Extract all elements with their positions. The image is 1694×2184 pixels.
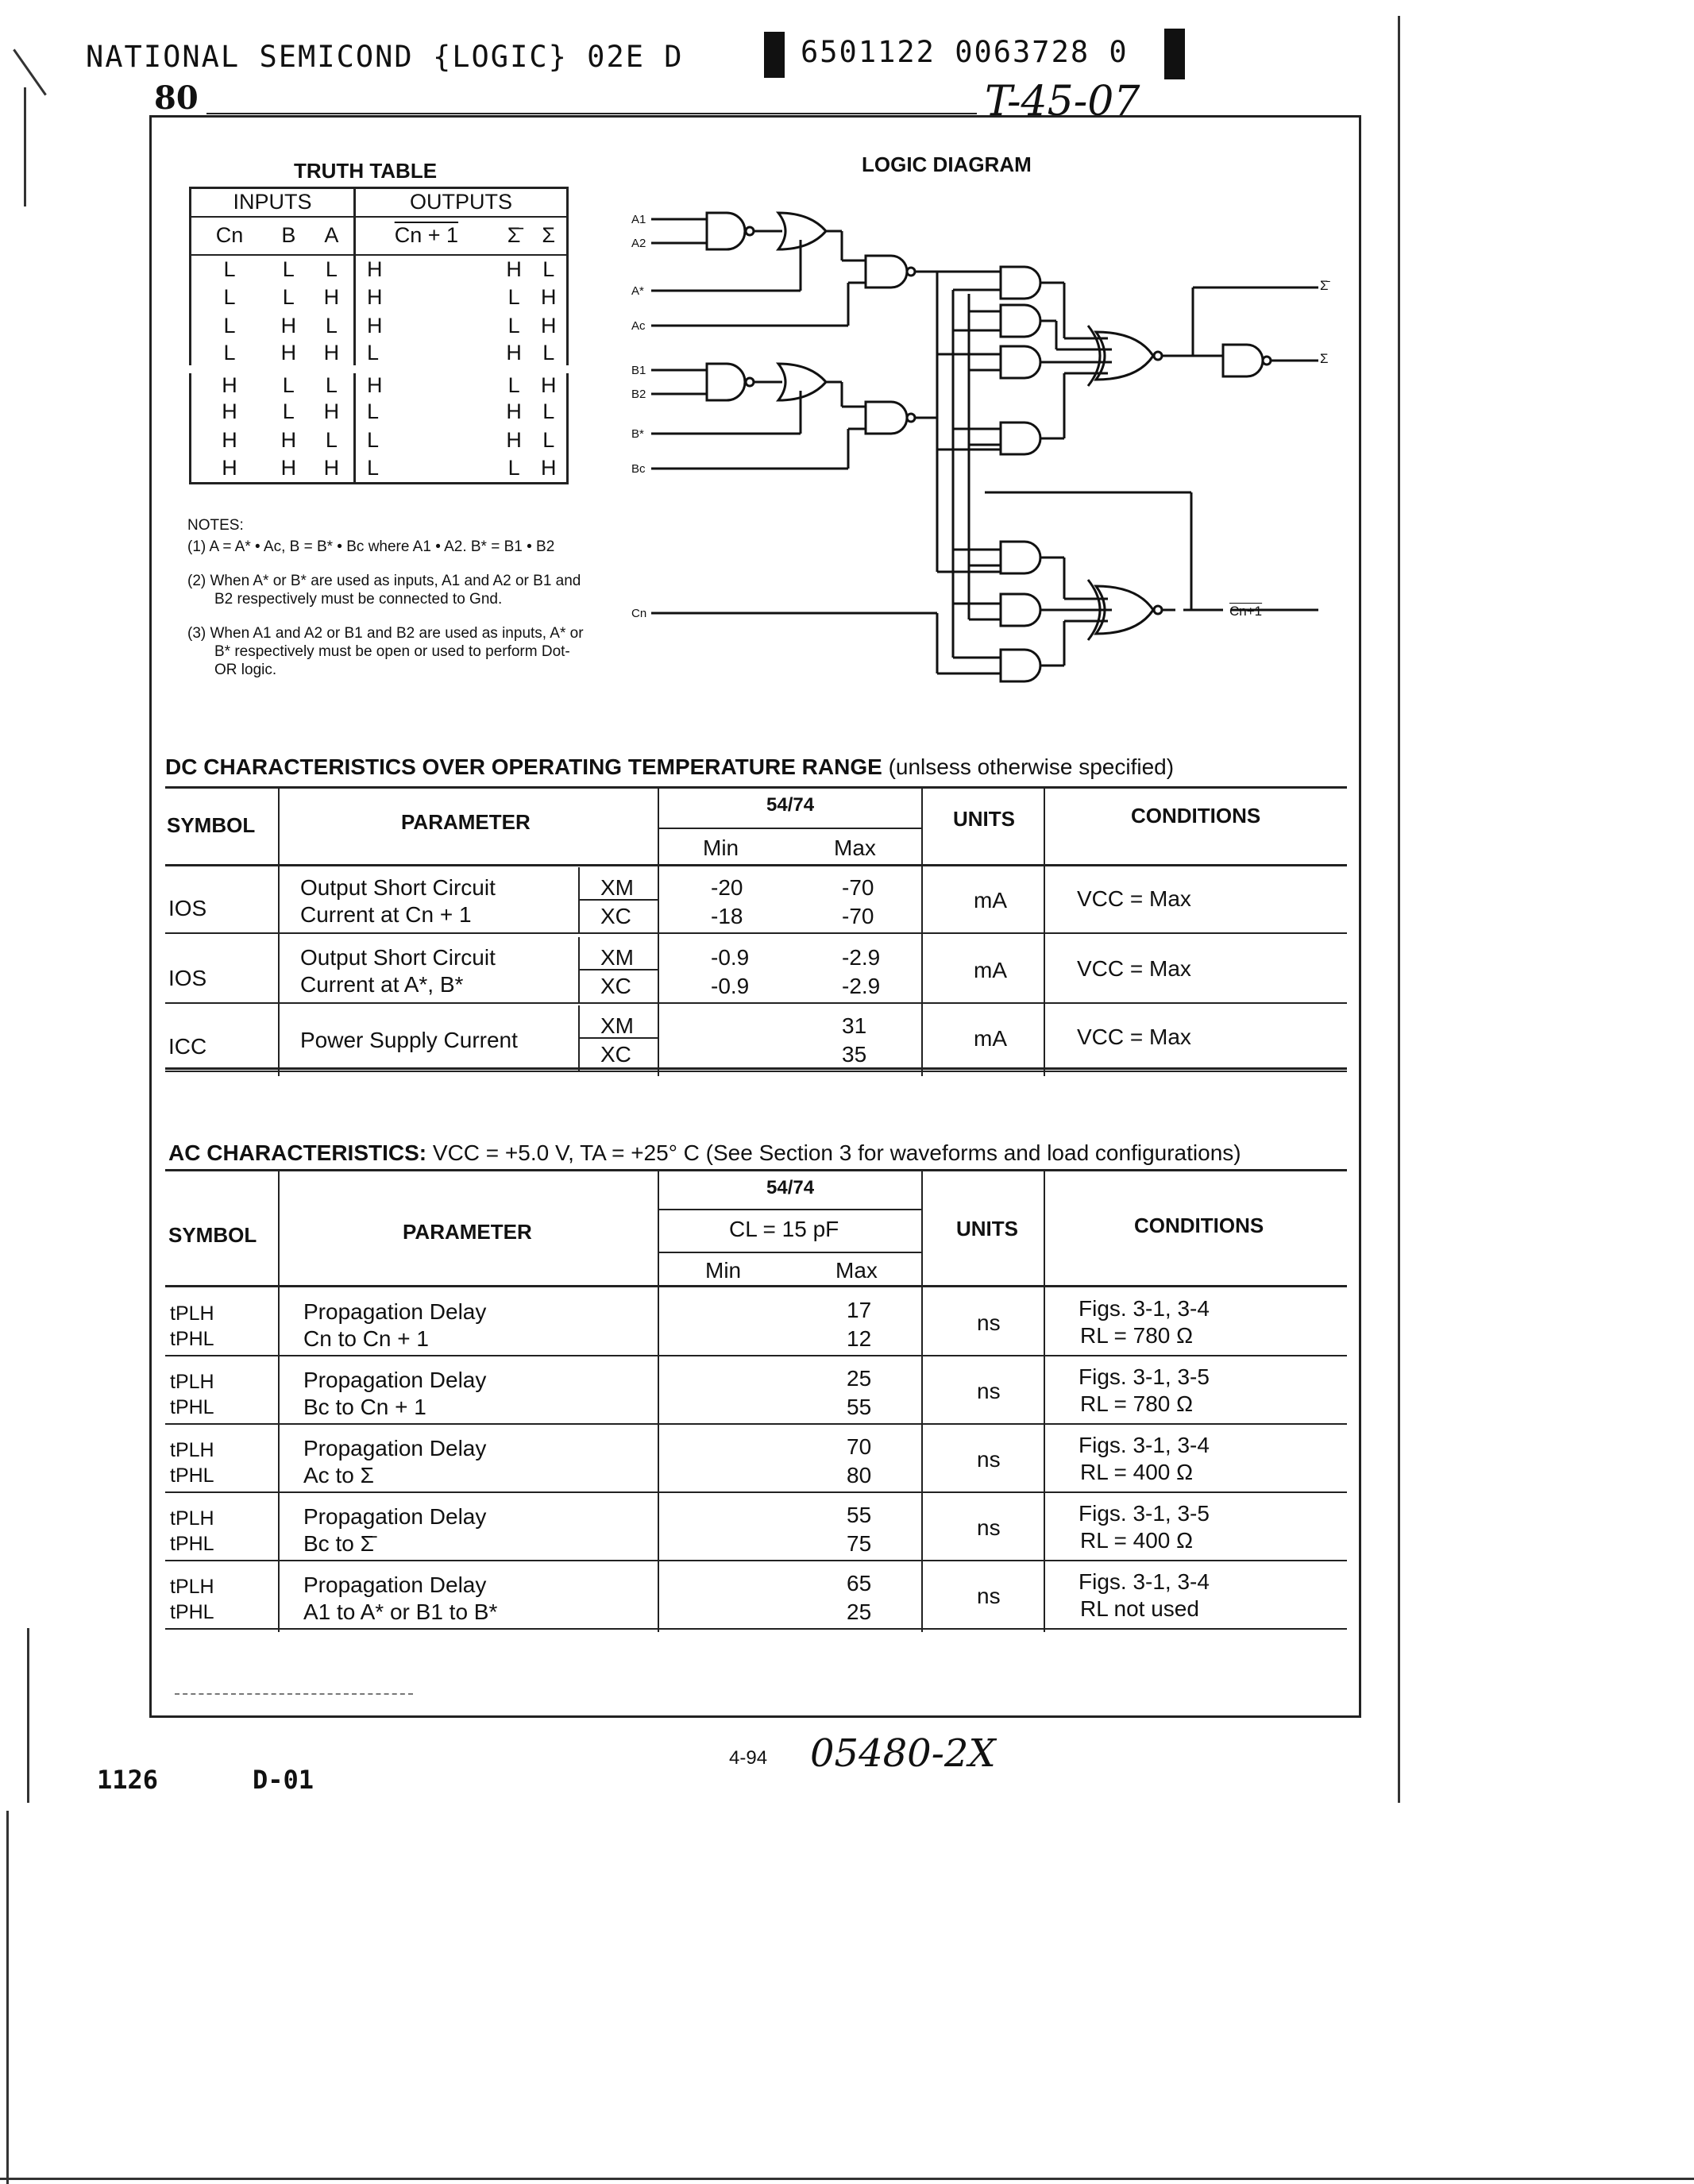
truth-table-cell: L [507, 372, 520, 397]
truth-table-cell: L [542, 399, 555, 423]
truth-table-cell: H [540, 456, 557, 480]
truth-table-cell: L [223, 340, 236, 365]
input-label: Bc [631, 462, 646, 476]
ac-cond: Figs. 3-1, 3-5 [1079, 1501, 1210, 1526]
dc-max: 35 [842, 1042, 867, 1067]
notes [187, 516, 585, 679]
note-2: (2) When A* or B* are used as inputs, A1 and A2 or B1 and B2 respectively must be connected to Gnd. [187, 573, 581, 608]
dc-param: Output Short Circuit [300, 875, 496, 900]
truth-table-cell: H [280, 428, 297, 452]
truth-table-cell: L [507, 314, 520, 338]
ac-symbol: tPLH [170, 1507, 214, 1530]
truth-table-title: TRUTH TABLE [294, 159, 438, 183]
dc-param: Power Supply Current [300, 1028, 518, 1052]
truth-table-cell: L [282, 372, 295, 397]
scan-mark [24, 87, 26, 206]
truth-table-cell: L [310, 312, 355, 341]
dc-header-units: UNITS [953, 807, 1015, 831]
truth-table-cell: H [367, 314, 383, 338]
ac-header-max: Max [835, 1258, 878, 1283]
rule [658, 1252, 921, 1253]
ac-units: ns [977, 1584, 1001, 1608]
dc-title [165, 754, 1174, 780]
ac-param: A1 to A* or B1 to B* [303, 1599, 498, 1624]
scan-mark [1398, 16, 1400, 1803]
truth-table-cell: H [222, 399, 237, 423]
input-label: Ac [631, 319, 646, 333]
scan-mark [0, 2178, 1694, 2180]
ac-cond: RL = 780 Ω [1080, 1391, 1194, 1416]
truth-table-cell: H [540, 372, 557, 397]
truth-table-cell: L [310, 426, 355, 455]
dc-min: -0.9 [711, 945, 750, 970]
truth-table-cell: H [310, 398, 355, 426]
truth-table-cell: H [367, 372, 383, 397]
dc-param: Current at A*, B* [300, 972, 464, 997]
dc-conditions: VCC = Max [1077, 956, 1191, 981]
truth-table-row [191, 455, 568, 484]
rule [658, 828, 921, 829]
dc-max: -70 [842, 875, 874, 900]
truth-table-cell: L [223, 285, 236, 309]
truth-table-row [191, 398, 568, 426]
ac-param: Ac to Σ [303, 1463, 374, 1488]
col-header: Σ [542, 223, 556, 247]
ac-max: 25 [847, 1366, 872, 1391]
truth-table-cell: H [280, 314, 297, 338]
ac-units: ns [977, 1447, 1001, 1472]
truth-table-cell: L [282, 399, 295, 423]
scan-mark [6, 1811, 9, 2184]
scan-mark [27, 1628, 29, 1803]
ac-symbol: tPHL [170, 1464, 214, 1487]
input-label: B2 [631, 388, 646, 401]
handwritten-stamp: T-45-07 [985, 78, 1140, 125]
scan-mark [13, 48, 47, 95]
barcode-block [1164, 29, 1185, 79]
ac-header-parameter: PARAMETER [403, 1220, 532, 1244]
dc-variant: XM [600, 875, 634, 900]
rule [165, 1423, 1347, 1425]
ac-subtitle: VCC = +5.0 V, TA = +25° C (See Section 3 for waveforms and load configurations) [432, 1140, 1241, 1165]
truth-table-cell: L [310, 369, 355, 398]
truth-table-cell: H [280, 456, 297, 480]
rule [165, 1285, 1347, 1287]
outputs-header: OUTPUTS [355, 188, 568, 217]
truth-table-cell: L [542, 428, 555, 452]
truth-table-row [191, 426, 568, 455]
header-rule [206, 113, 977, 114]
ac-symbol: tPHL [170, 1533, 214, 1555]
rule [165, 864, 1347, 866]
ac-cond: RL = 400 Ω [1080, 1528, 1194, 1553]
dc-header-symbol: SYMBOL [167, 813, 256, 837]
dc-header-min: Min [703, 835, 739, 860]
rule [165, 1560, 1347, 1561]
ac-symbol: tPHL [170, 1328, 214, 1350]
col-header: Σ̄ [507, 223, 521, 247]
dc-variant: XM [600, 945, 634, 970]
ac-param: Bc to Cn + 1 [303, 1395, 426, 1419]
ac-units: ns [977, 1310, 1001, 1335]
rule [165, 786, 1347, 789]
rule [165, 1071, 1347, 1072]
dc-variant: XC [600, 974, 631, 998]
ac-title-text: AC CHARACTERISTICS: [168, 1140, 427, 1165]
truth-table-cell: H [506, 340, 522, 365]
rule [165, 1169, 1347, 1171]
barcode-block [764, 32, 785, 78]
footer-page: 4-94 [729, 1747, 768, 1769]
truth-table-cell: L [223, 257, 236, 281]
col-divider [278, 1171, 280, 1632]
ac-cond: Figs. 3-1, 3-5 [1079, 1364, 1210, 1389]
ac-cond: Figs. 3-1, 3-4 [1079, 1569, 1210, 1594]
rule [165, 932, 1347, 934]
dc-header-group: 54/74 [766, 794, 815, 816]
logic-diagram [619, 191, 1350, 715]
truth-table-row [191, 312, 568, 341]
rule [165, 1355, 1347, 1356]
ac-symbol: tPLH [170, 1439, 214, 1461]
dc-max: -2.9 [842, 945, 881, 970]
ac-header-cl: CL = 15 pF [729, 1217, 839, 1241]
truth-table-cell: H [540, 285, 557, 309]
ac-title [168, 1140, 1241, 1166]
col-divider [921, 1171, 923, 1632]
ac-header-group: 54/74 [766, 1177, 815, 1198]
dc-param: Current at Cn + 1 [300, 902, 472, 927]
dc-param: Output Short Circuit [300, 945, 496, 970]
truth-table-cell: H [280, 340, 297, 365]
input-label: Cn [631, 607, 647, 620]
dc-header-conditions: CONDITIONS [1131, 804, 1261, 828]
ac-param: Propagation Delay [303, 1436, 487, 1461]
ac-symbol: tPLH [170, 1371, 214, 1393]
dc-conditions: VCC = Max [1077, 1024, 1191, 1049]
dc-units: mA [974, 1026, 1007, 1051]
truth-table-cell: H [222, 372, 237, 397]
ac-param: Propagation Delay [303, 1504, 487, 1529]
ac-max: 25 [847, 1599, 872, 1624]
note-1: (1) A = A* • Ac, B = B* • Bc where A1 • A2. B* = B1 • B2 [187, 538, 555, 555]
dc-variant: XC [600, 904, 631, 928]
ac-max: 17 [847, 1298, 872, 1322]
col-header: Cn [215, 223, 244, 247]
input-label: B1 [631, 364, 646, 377]
col-divider [1044, 1171, 1045, 1632]
footer-handwritten: 05480-2X [810, 1731, 996, 1776]
output-label: Cn+1 [1229, 604, 1263, 619]
truth-table [189, 187, 569, 484]
truth-table-cell: L [367, 340, 380, 365]
dc-symbol: IOS [168, 896, 207, 920]
ac-max: 65 [847, 1571, 872, 1596]
truth-table-cell: L [367, 399, 380, 423]
truth-table-cell: H [310, 341, 355, 369]
truth-table-cell: H [367, 257, 383, 281]
ac-header-units: UNITS [956, 1217, 1018, 1241]
truth-table-row [191, 341, 568, 369]
truth-table-cell: H [222, 428, 237, 452]
truth-table-row [191, 284, 568, 312]
input-label: A1 [631, 213, 646, 226]
dc-max: -2.9 [842, 974, 881, 998]
ac-param: Cn to Cn + 1 [303, 1326, 429, 1351]
dc-conditions: VCC = Max [1077, 886, 1191, 911]
dc-header-max: Max [834, 835, 876, 860]
dc-variant: XM [600, 1013, 634, 1038]
truth-table-row [191, 369, 568, 398]
logic-diagram-title: LOGIC DIAGRAM [862, 152, 1032, 176]
ac-header-conditions: CONDITIONS [1134, 1214, 1264, 1237]
ac-param: Propagation Delay [303, 1572, 487, 1597]
dc-max: 31 [842, 1013, 867, 1038]
output-label: Σ̄ [1320, 278, 1329, 293]
dc-title-text: DC CHARACTERISTICS OVER OPERATING TEMPERATURE RANGE [165, 754, 882, 779]
ac-param: Propagation Delay [303, 1299, 487, 1324]
truth-table-cell: H [367, 285, 383, 309]
truth-table-cell: H [222, 456, 237, 480]
ac-symbol: tPLH [170, 1576, 214, 1598]
dc-max: -70 [842, 904, 874, 928]
ac-max: 70 [847, 1434, 872, 1459]
truth-table-cell: H [506, 257, 522, 281]
truth-table-cell: L [542, 257, 555, 281]
ac-symbol: tPHL [170, 1601, 214, 1623]
rule [165, 1491, 1347, 1493]
ac-cond: RL = 780 Ω [1080, 1323, 1194, 1348]
ac-cond: Figs. 3-1, 3-4 [1079, 1433, 1210, 1457]
truth-table-cell: H [310, 455, 355, 484]
dc-variant: XC [600, 1042, 631, 1067]
truth-table-cell: H [506, 399, 522, 423]
header-code: 6501122 0063728 0 [801, 35, 1129, 69]
truth-table-cell: L [223, 314, 236, 338]
truth-table-cell: L [367, 456, 380, 480]
note-3: (3) When A1 and A2 or B1 and B2 are used as inputs, A* or B* respectively must be open or used to perform Dot-OR logic. [187, 625, 584, 678]
dc-units: mA [974, 958, 1007, 982]
notes-title: NOTES: [187, 517, 244, 534]
truth-table-cell: H [506, 428, 522, 452]
truth-table-cell: L [282, 257, 295, 281]
input-label: A2 [631, 237, 646, 250]
ac-symbol: tPHL [170, 1396, 214, 1418]
inputs-header: INPUTS [191, 188, 355, 217]
footer-left2: D-01 [253, 1765, 314, 1795]
rule [658, 1209, 921, 1210]
col-header: Cn + 1 [394, 223, 459, 247]
dc-symbol: IOS [168, 966, 207, 990]
ac-header-min: Min [705, 1258, 742, 1283]
ac-max: 75 [847, 1531, 872, 1556]
rule [165, 1002, 1347, 1004]
ac-cond: RL = 400 Ω [1080, 1460, 1194, 1484]
ac-param: Propagation Delay [303, 1368, 487, 1392]
truth-table-cell: H [310, 284, 355, 312]
col-header: A [310, 217, 355, 255]
ac-cond: RL not used [1080, 1596, 1199, 1621]
ac-max: 55 [847, 1395, 872, 1419]
dc-units: mA [974, 888, 1007, 913]
dc-min: -20 [711, 875, 743, 900]
rule [165, 1067, 1347, 1070]
ac-param: Bc to Σ̄ [303, 1531, 374, 1556]
truth-table-cell: L [282, 285, 295, 309]
dc-min: -0.9 [711, 974, 750, 998]
truth-table-cell: L [310, 255, 355, 284]
output-label: Σ [1320, 351, 1329, 366]
dc-header-parameter: PARAMETER [401, 810, 531, 834]
truth-table-cell: L [507, 456, 520, 480]
ac-units: ns [977, 1515, 1001, 1540]
input-label: A* [631, 284, 644, 298]
ac-header-symbol: SYMBOL [168, 1223, 257, 1247]
ac-cond: Figs. 3-1, 3-4 [1079, 1296, 1210, 1321]
ac-max: 55 [847, 1503, 872, 1527]
truth-table-cell: L [507, 285, 520, 309]
ac-units: ns [977, 1379, 1001, 1403]
truth-table-cell: L [542, 340, 555, 365]
truth-table-row [191, 255, 568, 284]
input-label: B* [631, 427, 644, 441]
ac-max: 12 [847, 1326, 872, 1351]
header-line: NATIONAL SEMICOND {LOGIC} 02E D [86, 40, 684, 74]
col-header: B [281, 223, 296, 247]
dash-rule [175, 1693, 413, 1696]
dc-min: -18 [711, 904, 743, 928]
ac-max: 80 [847, 1463, 872, 1488]
truth-table-cell: H [540, 314, 557, 338]
ac-symbol: tPLH [170, 1302, 214, 1325]
dc-subtitle: (unlsess otherwise specified) [888, 754, 1175, 779]
col-divider [658, 1171, 659, 1632]
footer-left1: 1126 [97, 1765, 159, 1795]
truth-table-cell: L [367, 428, 380, 452]
dc-symbol: ICC [168, 1034, 207, 1059]
rule [165, 1628, 1347, 1630]
page-number: 80 [154, 79, 199, 117]
